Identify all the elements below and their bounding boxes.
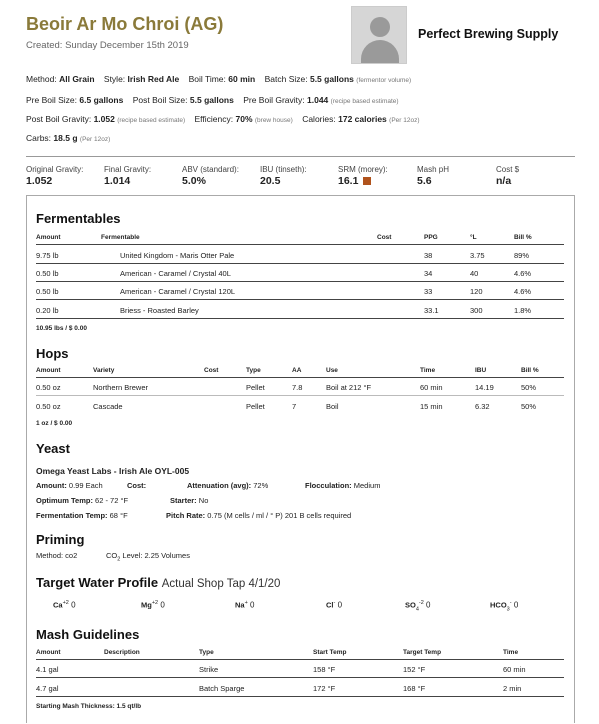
stat-fg: Final Gravity: 1.014 — [104, 165, 152, 187]
yeast-starter: Starter: No — [170, 496, 209, 505]
water-ion-ca: $Ca^{+2}$ 0 — [53, 600, 76, 610]
stat-srm: SRM (morey): 16.1 — [338, 165, 388, 187]
stat-cost: Cost $ n/a — [496, 165, 520, 187]
yeast-heading: Yeast — [36, 441, 70, 456]
col-start-temp: Start Temp — [313, 649, 347, 656]
row-rule — [36, 677, 564, 678]
water-profile-heading: Target Water Profile Actual Shop Tap 4/1/20 — [36, 575, 281, 590]
col-amount: Amount — [36, 367, 61, 374]
col-cost: Cost — [377, 234, 392, 241]
yeast-attenuation: Attenuation (avg): 72% — [187, 481, 269, 490]
row-rule — [36, 696, 564, 697]
avatar-body-icon — [361, 40, 399, 64]
row-rule — [36, 395, 564, 396]
recipe-panel — [26, 195, 575, 723]
col-lovibond: °L — [470, 234, 477, 241]
priming-co2-level: $CO_2$ Level: 2.25 Volumes — [106, 551, 190, 563]
priming-heading: Priming — [36, 532, 85, 547]
table-rule — [36, 659, 564, 660]
yeast-fermentation-temp: Fermentation Temp: 68 °F — [36, 511, 128, 520]
yeast-name: Omega Yeast Labs - Irish Ale OYL-005 — [36, 466, 190, 476]
col-aa: AA — [292, 367, 302, 374]
stat-ibu: IBU (tinseth): 20.5 — [260, 165, 307, 187]
col-bill: Bill % — [521, 367, 539, 374]
brand-name: Perfect Brewing Supply — [418, 27, 559, 41]
row-rule — [36, 318, 564, 319]
col-ibu: IBU — [475, 367, 487, 374]
priming-method: Method: co2 — [36, 551, 78, 560]
row-rule — [36, 299, 564, 300]
yeast-flocculation: Flocculation: Medium — [305, 481, 381, 490]
water-ion-mg: $Mg^{+2}$ 0 — [141, 600, 165, 610]
fermentables-total: 10.95 lbs / $ 0.00 — [36, 325, 87, 332]
col-ppg: PPG — [424, 234, 438, 241]
col-type: Type — [199, 649, 214, 656]
col-type: Type — [246, 367, 261, 374]
hops-total: 1 oz / $ 0.00 — [36, 420, 73, 427]
hops-heading: Hops — [36, 346, 69, 361]
avatar-head-icon — [370, 17, 390, 37]
water-ion-so4: $SO_4^{-2}$ 0 — [405, 600, 431, 613]
stat-abv: ABV (standard): 5.0% — [182, 165, 239, 187]
stat-mash-ph: Mash pH 5.6 — [417, 165, 450, 187]
table-rule — [36, 244, 564, 245]
col-variety: Variety — [93, 367, 115, 374]
col-description: Description — [104, 649, 140, 656]
info-line-1: Method: All Grain Style: Irish Red Ale Boil Time: 60 min Batch Size: 5.5 gallons (fermentor volume) — [26, 74, 412, 84]
col-bill: Bill % — [514, 234, 532, 241]
water-ion-hco3: $HCO_3^-$ 0 — [490, 600, 519, 613]
col-cost: Cost — [204, 367, 219, 374]
col-target-temp: Target Temp — [403, 649, 442, 656]
row-rule — [36, 263, 564, 264]
fermentables-heading: Fermentables — [36, 211, 121, 226]
info-line-2: Pre Boil Size: 6.5 gallons Post Boil Size: 5.5 gallons Pre Boil Gravity: 1.044 (recipe based estimate) — [26, 95, 399, 105]
recipe-title: Beoir Ar Mo Chroi (AG) — [26, 14, 224, 34]
col-amount: Amount — [36, 234, 61, 241]
table-rule — [36, 377, 564, 378]
yeast-optimum-temp: Optimum Temp: 62 - 72 °F — [36, 496, 129, 505]
water-ion-cl: Cl- 0 — [326, 600, 343, 610]
col-amount: Amount — [36, 649, 61, 656]
divider — [26, 156, 575, 157]
yeast-pitch-rate: Pitch Rate: 0.75 (M cells / ml / ° P) 201 B cells required — [166, 511, 352, 520]
col-fermentable: Fermentable — [101, 234, 140, 241]
col-time: Time — [420, 367, 436, 374]
srm-color-swatch — [363, 177, 371, 185]
info-line-3: Post Boil Gravity: 1.052 (recipe based estimate) Efficiency: 70% (brew house) Calories: 172 calories (Per 12oz) — [26, 114, 420, 124]
col-time: Time — [503, 649, 519, 656]
row-rule — [36, 281, 564, 282]
mash-heading: Mash Guidelines — [36, 627, 140, 642]
created-date: Created: Sunday December 15th 2019 — [26, 40, 189, 51]
yeast-amount: Amount: 0.99 Each — [36, 481, 103, 490]
stat-og: Original Gravity: 1.052 — [26, 165, 84, 187]
water-ion-na: Na+ 0 — [235, 600, 255, 610]
info-line-4: Carbs: 18.5 g (Per 12oz) — [26, 133, 111, 143]
col-use: Use — [326, 367, 338, 374]
mash-thickness: Starting Mash Thickness: 1.5 qt/lb — [36, 703, 142, 710]
avatar-placeholder — [351, 6, 407, 64]
yeast-cost: Cost: — [127, 481, 147, 490]
